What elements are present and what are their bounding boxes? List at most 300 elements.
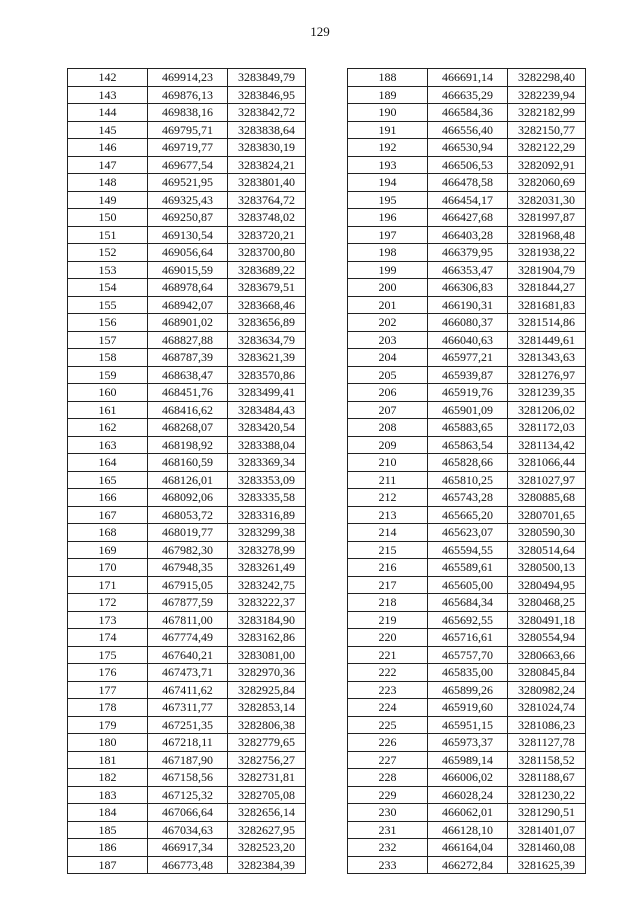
y-coordinate-cell: 3281230,22 — [508, 786, 586, 804]
table-row — [348, 489, 586, 507]
y-coordinate-cell: 3282298,40 — [508, 69, 586, 87]
y-coordinate-cell: 3283720,21 — [228, 226, 306, 244]
table-row — [68, 629, 306, 647]
table-row — [348, 594, 586, 612]
y-coordinate-cell: 3282970,36 — [228, 664, 306, 682]
y-coordinate-cell: 3282182,99 — [508, 104, 586, 122]
table-row — [68, 524, 306, 542]
x-coordinate-cell: 469250,87 — [148, 209, 228, 227]
y-coordinate-cell: 3283081,00 — [228, 646, 306, 664]
table-row — [68, 751, 306, 769]
table-row — [68, 786, 306, 804]
x-coordinate-cell: 466164,04 — [428, 839, 508, 857]
point-number-cell: 225 — [348, 716, 428, 734]
point-number-cell: 204 — [348, 349, 428, 367]
table-row — [348, 559, 586, 577]
table-row — [68, 279, 306, 297]
point-number-cell: 217 — [348, 576, 428, 594]
x-coordinate-cell: 466379,95 — [428, 244, 508, 262]
table-row — [348, 349, 586, 367]
y-coordinate-cell: 3283824,21 — [228, 156, 306, 174]
x-coordinate-cell: 465743,28 — [428, 489, 508, 507]
y-coordinate-cell: 3283830,19 — [228, 139, 306, 157]
x-coordinate-cell: 465901,09 — [428, 401, 508, 419]
coordinates-table-left — [67, 68, 306, 874]
x-coordinate-cell: 467034,63 — [148, 821, 228, 839]
point-number-cell: 191 — [348, 121, 428, 139]
point-number-cell: 147 — [68, 156, 148, 174]
table-row — [68, 454, 306, 472]
y-coordinate-cell: 3283764,72 — [228, 191, 306, 209]
y-coordinate-cell: 3283184,90 — [228, 611, 306, 629]
x-coordinate-cell: 465623,07 — [428, 524, 508, 542]
y-coordinate-cell: 3281086,23 — [508, 716, 586, 734]
x-coordinate-cell: 466427,68 — [428, 209, 508, 227]
y-coordinate-cell: 3282806,38 — [228, 716, 306, 734]
y-coordinate-cell: 3283668,46 — [228, 296, 306, 314]
x-coordinate-cell: 467187,90 — [148, 751, 228, 769]
y-coordinate-cell: 3281066,44 — [508, 454, 586, 472]
table-row — [348, 261, 586, 279]
y-coordinate-cell: 3282523,20 — [228, 839, 306, 857]
table-row — [68, 191, 306, 209]
x-coordinate-cell: 465828,66 — [428, 454, 508, 472]
x-coordinate-cell: 466635,29 — [428, 86, 508, 104]
table-row — [68, 244, 306, 262]
x-coordinate-cell: 465951,15 — [428, 716, 508, 734]
x-coordinate-cell: 466584,36 — [428, 104, 508, 122]
point-number-cell: 215 — [348, 541, 428, 559]
y-coordinate-cell: 3283242,75 — [228, 576, 306, 594]
table-row — [68, 226, 306, 244]
x-coordinate-cell: 465977,21 — [428, 349, 508, 367]
x-coordinate-cell: 465810,25 — [428, 471, 508, 489]
point-number-cell: 214 — [348, 524, 428, 542]
point-number-cell: 173 — [68, 611, 148, 629]
table-row — [348, 804, 586, 822]
point-number-cell: 206 — [348, 384, 428, 402]
table-row — [348, 244, 586, 262]
y-coordinate-cell: 3281158,52 — [508, 751, 586, 769]
x-coordinate-cell: 465863,54 — [428, 436, 508, 454]
point-number-cell: 181 — [68, 751, 148, 769]
point-number-cell: 146 — [68, 139, 148, 157]
table-row — [348, 104, 586, 122]
y-coordinate-cell: 3283278,99 — [228, 541, 306, 559]
table-row — [348, 769, 586, 787]
table-row — [68, 366, 306, 384]
table-row — [348, 191, 586, 209]
table-row — [348, 751, 586, 769]
y-coordinate-cell: 3281460,08 — [508, 839, 586, 857]
point-number-cell: 205 — [348, 366, 428, 384]
x-coordinate-cell: 465835,00 — [428, 664, 508, 682]
y-coordinate-cell: 3283801,40 — [228, 174, 306, 192]
y-coordinate-cell: 3283369,34 — [228, 454, 306, 472]
point-number-cell: 149 — [68, 191, 148, 209]
x-coordinate-cell: 466556,40 — [428, 121, 508, 139]
x-coordinate-cell: 466454,17 — [428, 191, 508, 209]
point-number-cell: 208 — [348, 419, 428, 437]
table-row — [68, 734, 306, 752]
y-coordinate-cell: 3283842,72 — [228, 104, 306, 122]
x-coordinate-cell: 466080,37 — [428, 314, 508, 332]
x-coordinate-cell: 467948,35 — [148, 559, 228, 577]
table-row — [348, 681, 586, 699]
point-number-cell: 150 — [68, 209, 148, 227]
point-number-cell: 226 — [348, 734, 428, 752]
table-row — [68, 331, 306, 349]
point-number-cell: 171 — [68, 576, 148, 594]
x-coordinate-cell: 469130,54 — [148, 226, 228, 244]
y-coordinate-cell: 3283634,79 — [228, 331, 306, 349]
point-number-cell: 184 — [68, 804, 148, 822]
x-coordinate-cell: 465716,61 — [428, 629, 508, 647]
x-coordinate-cell: 468942,07 — [148, 296, 228, 314]
point-number-cell: 175 — [68, 646, 148, 664]
table-row — [68, 349, 306, 367]
point-number-cell: 144 — [68, 104, 148, 122]
x-coordinate-cell: 466403,28 — [428, 226, 508, 244]
table-row — [68, 856, 306, 874]
table-row — [348, 716, 586, 734]
table-row — [348, 401, 586, 419]
table-row — [348, 296, 586, 314]
y-coordinate-cell: 3283700,80 — [228, 244, 306, 262]
x-coordinate-cell: 466006,02 — [428, 769, 508, 787]
y-coordinate-cell: 3281938,22 — [508, 244, 586, 262]
x-coordinate-cell: 469838,16 — [148, 104, 228, 122]
table-row — [68, 296, 306, 314]
x-coordinate-cell: 467473,71 — [148, 664, 228, 682]
table-row — [348, 366, 586, 384]
point-number-cell: 153 — [68, 261, 148, 279]
point-number-cell: 168 — [68, 524, 148, 542]
y-coordinate-cell: 3283299,38 — [228, 524, 306, 542]
point-number-cell: 158 — [68, 349, 148, 367]
x-coordinate-cell: 468416,62 — [148, 401, 228, 419]
table-row — [348, 69, 586, 87]
x-coordinate-cell: 468787,39 — [148, 349, 228, 367]
x-coordinate-cell: 468638,47 — [148, 366, 228, 384]
x-coordinate-cell: 469056,64 — [148, 244, 228, 262]
point-number-cell: 172 — [68, 594, 148, 612]
table-row — [68, 69, 306, 87]
point-number-cell: 180 — [68, 734, 148, 752]
y-coordinate-cell: 3280468,25 — [508, 594, 586, 612]
point-number-cell: 166 — [68, 489, 148, 507]
y-coordinate-cell: 3282150,77 — [508, 121, 586, 139]
table-row — [348, 121, 586, 139]
table-row — [68, 576, 306, 594]
x-coordinate-cell: 469677,54 — [148, 156, 228, 174]
point-number-cell: 227 — [348, 751, 428, 769]
point-number-cell: 222 — [348, 664, 428, 682]
y-coordinate-cell: 3281172,03 — [508, 419, 586, 437]
table-row — [68, 86, 306, 104]
x-coordinate-cell: 467066,64 — [148, 804, 228, 822]
x-coordinate-cell: 465684,34 — [428, 594, 508, 612]
table-row — [68, 716, 306, 734]
x-coordinate-cell: 466028,24 — [428, 786, 508, 804]
point-number-cell: 233 — [348, 856, 428, 874]
table-row — [348, 524, 586, 542]
x-coordinate-cell: 466530,94 — [428, 139, 508, 157]
table-row — [348, 471, 586, 489]
point-number-cell: 187 — [68, 856, 148, 874]
x-coordinate-cell: 466272,84 — [428, 856, 508, 874]
y-coordinate-cell: 3282239,94 — [508, 86, 586, 104]
y-coordinate-cell: 3283484,43 — [228, 401, 306, 419]
point-number-cell: 198 — [348, 244, 428, 262]
y-coordinate-cell: 3280590,30 — [508, 524, 586, 542]
x-coordinate-cell: 466506,53 — [428, 156, 508, 174]
x-coordinate-cell: 466040,63 — [428, 331, 508, 349]
y-coordinate-cell: 3282925,84 — [228, 681, 306, 699]
x-coordinate-cell: 465899,26 — [428, 681, 508, 699]
x-coordinate-cell: 465919,60 — [428, 699, 508, 717]
y-coordinate-cell: 3282656,14 — [228, 804, 306, 822]
y-coordinate-cell: 3281844,27 — [508, 279, 586, 297]
table-row — [348, 699, 586, 717]
point-number-cell: 194 — [348, 174, 428, 192]
point-number-cell: 193 — [348, 156, 428, 174]
table-row — [68, 804, 306, 822]
x-coordinate-cell: 467251,35 — [148, 716, 228, 734]
y-coordinate-cell: 3283316,89 — [228, 506, 306, 524]
point-number-cell: 185 — [68, 821, 148, 839]
point-number-cell: 231 — [348, 821, 428, 839]
point-number-cell: 211 — [348, 471, 428, 489]
point-number-cell: 228 — [348, 769, 428, 787]
x-coordinate-cell: 466062,01 — [428, 804, 508, 822]
x-coordinate-cell: 467311,77 — [148, 699, 228, 717]
y-coordinate-cell: 3283570,86 — [228, 366, 306, 384]
table-row — [68, 401, 306, 419]
point-number-cell: 161 — [68, 401, 148, 419]
point-number-cell: 212 — [348, 489, 428, 507]
table-row — [68, 104, 306, 122]
table-row — [348, 576, 586, 594]
y-coordinate-cell: 3283499,41 — [228, 384, 306, 402]
y-coordinate-cell: 3281904,79 — [508, 261, 586, 279]
point-number-cell: 192 — [348, 139, 428, 157]
y-coordinate-cell: 3282060,69 — [508, 174, 586, 192]
x-coordinate-cell: 465989,14 — [428, 751, 508, 769]
x-coordinate-cell: 467915,05 — [148, 576, 228, 594]
point-number-cell: 177 — [68, 681, 148, 699]
y-coordinate-cell: 3283679,51 — [228, 279, 306, 297]
y-coordinate-cell: 3282853,14 — [228, 699, 306, 717]
x-coordinate-cell: 468198,92 — [148, 436, 228, 454]
y-coordinate-cell: 3283748,02 — [228, 209, 306, 227]
table-row — [348, 86, 586, 104]
y-coordinate-cell: 3281206,02 — [508, 401, 586, 419]
table-row — [68, 541, 306, 559]
x-coordinate-cell: 467411,62 — [148, 681, 228, 699]
x-coordinate-cell: 468901,02 — [148, 314, 228, 332]
y-coordinate-cell: 3281276,97 — [508, 366, 586, 384]
y-coordinate-cell: 3282705,08 — [228, 786, 306, 804]
x-coordinate-cell: 467640,21 — [148, 646, 228, 664]
y-coordinate-cell: 3282731,81 — [228, 769, 306, 787]
table-row — [348, 611, 586, 629]
point-number-cell: 162 — [68, 419, 148, 437]
point-number-cell: 156 — [68, 314, 148, 332]
x-coordinate-cell: 467774,49 — [148, 629, 228, 647]
point-number-cell: 145 — [68, 121, 148, 139]
y-coordinate-cell: 3283656,89 — [228, 314, 306, 332]
point-number-cell: 190 — [348, 104, 428, 122]
x-coordinate-cell: 466478,58 — [428, 174, 508, 192]
table-row — [68, 681, 306, 699]
point-number-cell: 232 — [348, 839, 428, 857]
y-coordinate-cell: 3280982,24 — [508, 681, 586, 699]
table-row — [348, 629, 586, 647]
table-row — [68, 384, 306, 402]
y-coordinate-cell: 3280701,65 — [508, 506, 586, 524]
x-coordinate-cell: 467125,32 — [148, 786, 228, 804]
x-coordinate-cell: 468451,76 — [148, 384, 228, 402]
point-number-cell: 165 — [68, 471, 148, 489]
x-coordinate-cell: 469015,59 — [148, 261, 228, 279]
x-coordinate-cell: 467877,59 — [148, 594, 228, 612]
y-coordinate-cell: 3283222,37 — [228, 594, 306, 612]
x-coordinate-cell: 465665,20 — [428, 506, 508, 524]
y-coordinate-cell: 3282122,29 — [508, 139, 586, 157]
point-number-cell: 195 — [348, 191, 428, 209]
table-row — [348, 156, 586, 174]
x-coordinate-cell: 466917,34 — [148, 839, 228, 857]
table-row — [348, 506, 586, 524]
y-coordinate-cell: 3283420,54 — [228, 419, 306, 437]
table-row — [68, 174, 306, 192]
table-row — [348, 314, 586, 332]
table-row — [68, 646, 306, 664]
point-number-cell: 142 — [68, 69, 148, 87]
table-row — [348, 454, 586, 472]
x-coordinate-cell: 468268,07 — [148, 419, 228, 437]
point-number-cell: 224 — [348, 699, 428, 717]
table-row — [348, 139, 586, 157]
y-coordinate-cell: 3283846,95 — [228, 86, 306, 104]
x-coordinate-cell: 465883,65 — [428, 419, 508, 437]
x-coordinate-cell: 467811,00 — [148, 611, 228, 629]
x-coordinate-cell: 465692,55 — [428, 611, 508, 629]
y-coordinate-cell: 3281239,35 — [508, 384, 586, 402]
y-coordinate-cell: 3283162,86 — [228, 629, 306, 647]
page-number: 129 — [310, 24, 330, 39]
y-coordinate-cell: 3280554,94 — [508, 629, 586, 647]
y-coordinate-cell: 3281024,74 — [508, 699, 586, 717]
table-row — [348, 436, 586, 454]
point-number-cell: 148 — [68, 174, 148, 192]
x-coordinate-cell: 469521,95 — [148, 174, 228, 192]
y-coordinate-cell: 3281625,39 — [508, 856, 586, 874]
x-coordinate-cell: 465919,76 — [428, 384, 508, 402]
table-row — [68, 489, 306, 507]
table-row — [68, 121, 306, 139]
point-number-cell: 218 — [348, 594, 428, 612]
point-number-cell: 164 — [68, 454, 148, 472]
x-coordinate-cell: 469795,71 — [148, 121, 228, 139]
y-coordinate-cell: 3282384,39 — [228, 856, 306, 874]
table-row — [68, 821, 306, 839]
table-row — [348, 839, 586, 857]
x-coordinate-cell: 466306,83 — [428, 279, 508, 297]
table-row — [68, 156, 306, 174]
y-coordinate-cell: 3281997,87 — [508, 209, 586, 227]
point-number-cell: 230 — [348, 804, 428, 822]
table-row — [68, 209, 306, 227]
y-coordinate-cell: 3282756,27 — [228, 751, 306, 769]
point-number-cell: 210 — [348, 454, 428, 472]
point-number-cell: 197 — [348, 226, 428, 244]
y-coordinate-cell: 3280514,64 — [508, 541, 586, 559]
point-number-cell: 188 — [348, 69, 428, 87]
point-number-cell: 201 — [348, 296, 428, 314]
y-coordinate-cell: 3281968,48 — [508, 226, 586, 244]
table-row — [348, 226, 586, 244]
table-row — [68, 139, 306, 157]
y-coordinate-cell: 3281134,42 — [508, 436, 586, 454]
point-number-cell: 155 — [68, 296, 148, 314]
table-row — [348, 541, 586, 559]
x-coordinate-cell: 468092,06 — [148, 489, 228, 507]
table-row — [348, 856, 586, 874]
point-number-cell: 209 — [348, 436, 428, 454]
x-coordinate-cell: 469914,23 — [148, 69, 228, 87]
x-coordinate-cell: 468827,88 — [148, 331, 228, 349]
point-number-cell: 196 — [348, 209, 428, 227]
y-coordinate-cell: 3281290,51 — [508, 804, 586, 822]
point-number-cell: 143 — [68, 86, 148, 104]
y-coordinate-cell: 3282031,30 — [508, 191, 586, 209]
x-coordinate-cell: 468019,77 — [148, 524, 228, 542]
point-number-cell: 169 — [68, 541, 148, 559]
x-coordinate-cell: 465589,61 — [428, 559, 508, 577]
table-row — [68, 664, 306, 682]
y-coordinate-cell: 3280663,66 — [508, 646, 586, 664]
point-number-cell: 200 — [348, 279, 428, 297]
point-number-cell: 178 — [68, 699, 148, 717]
y-coordinate-cell: 3283621,39 — [228, 349, 306, 367]
y-coordinate-cell: 3283261,49 — [228, 559, 306, 577]
point-number-cell: 159 — [68, 366, 148, 384]
table-row — [68, 839, 306, 857]
point-number-cell: 199 — [348, 261, 428, 279]
table-row — [348, 279, 586, 297]
x-coordinate-cell: 467982,30 — [148, 541, 228, 559]
table-row — [68, 594, 306, 612]
x-coordinate-cell: 466128,10 — [428, 821, 508, 839]
table-row — [68, 314, 306, 332]
x-coordinate-cell: 468978,64 — [148, 279, 228, 297]
point-number-cell: 160 — [68, 384, 148, 402]
point-number-cell: 170 — [68, 559, 148, 577]
y-coordinate-cell: 3280491,18 — [508, 611, 586, 629]
point-number-cell: 216 — [348, 559, 428, 577]
x-coordinate-cell: 465605,00 — [428, 576, 508, 594]
x-coordinate-cell: 469325,43 — [148, 191, 228, 209]
point-number-cell: 189 — [348, 86, 428, 104]
y-coordinate-cell: 3281027,97 — [508, 471, 586, 489]
point-number-cell: 151 — [68, 226, 148, 244]
point-number-cell: 221 — [348, 646, 428, 664]
point-number-cell: 213 — [348, 506, 428, 524]
table-row — [348, 734, 586, 752]
x-coordinate-cell: 465939,87 — [428, 366, 508, 384]
